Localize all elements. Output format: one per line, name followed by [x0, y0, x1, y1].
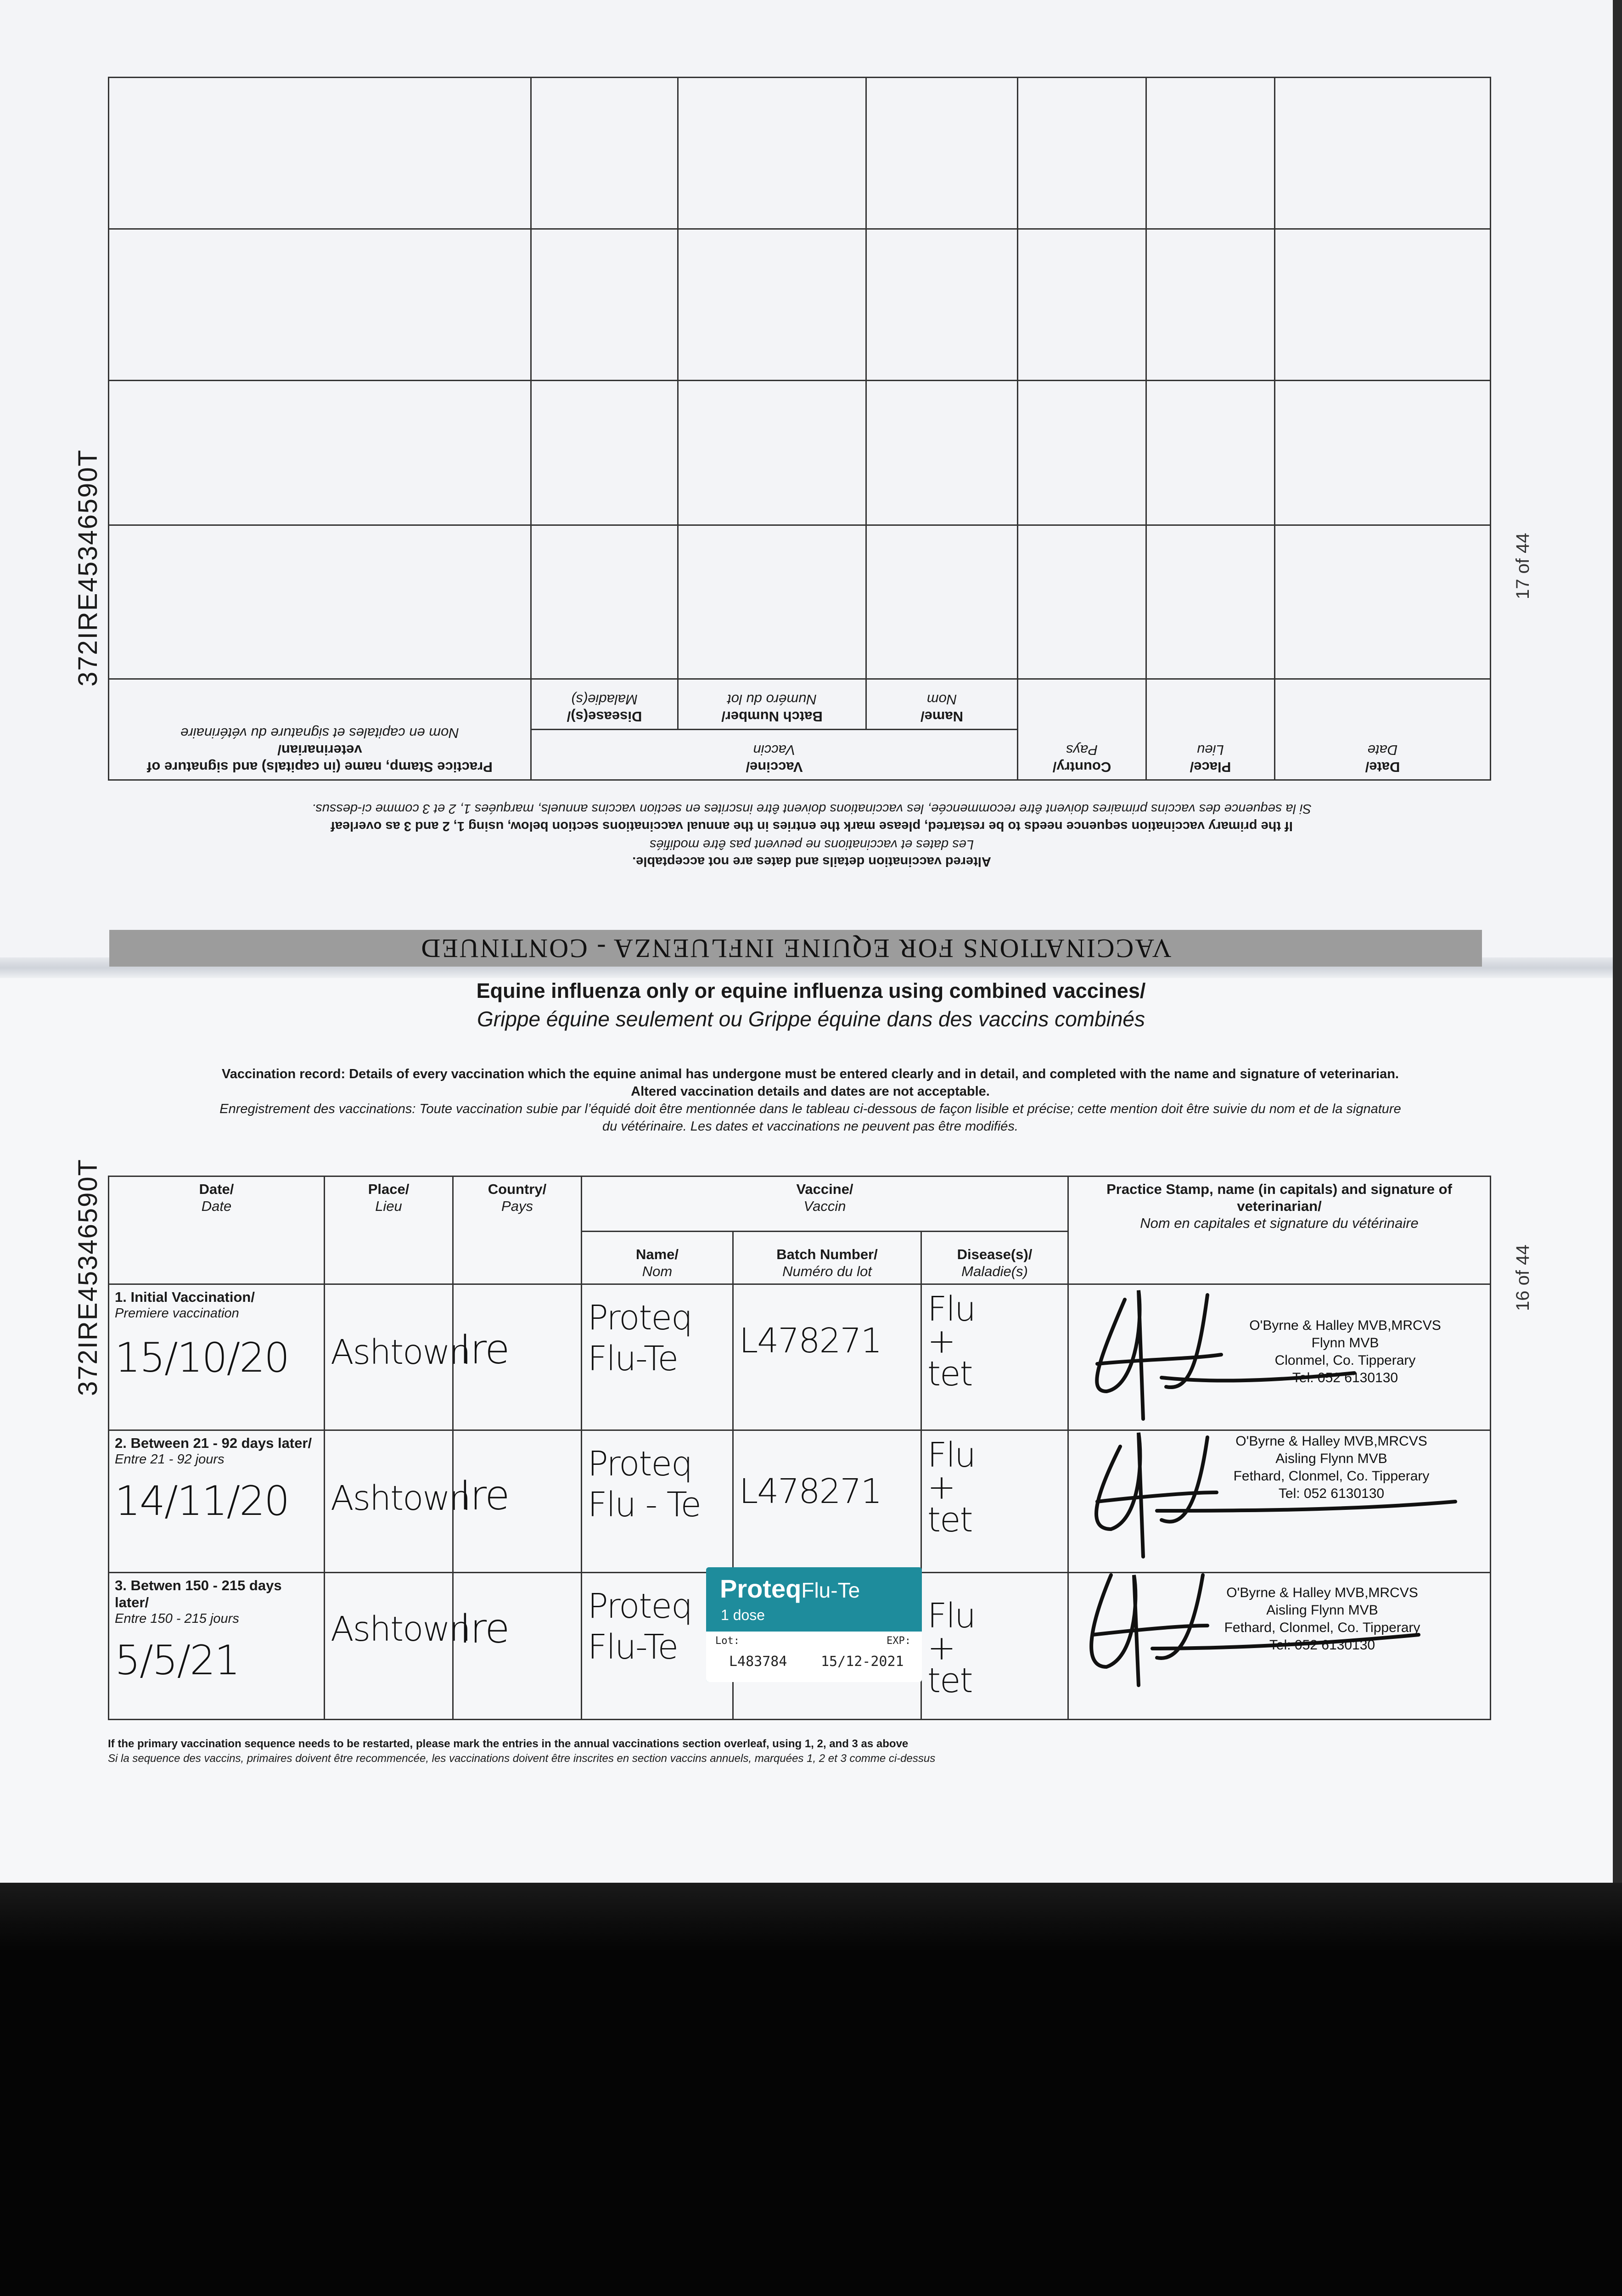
page-number-17: 17 of 44 — [1513, 533, 1533, 599]
upper-header-disease: Disease(s)/ Maladie(s) — [531, 679, 678, 730]
header-vaccine: Vaccine/ Vaccin — [582, 1176, 1068, 1232]
signature-3 — [1091, 1575, 1419, 1685]
batch-cell: L478271 — [733, 1284, 921, 1430]
upper-header-stamp: Practice Stamp, name (in capitals) and signature of veterinarian/ Nom en capitales et signature du vétérinaire — [108, 679, 531, 780]
vaccine-name-cell: Proteq Flu-Te — [582, 1573, 733, 1720]
upper-restart-bold: If the primary vaccination sequence needs to be restarted, please mark the entries in the annual vaccinations section below, using 1, 2 and 3 as overleaf — [331, 819, 1293, 833]
country-cell: Ire — [453, 1284, 582, 1430]
upper-header-vaccine: Vaccine/ Vaccin — [531, 730, 1017, 780]
header-country: Country/ Pays — [453, 1176, 582, 1284]
upper-header-batch: Batch Number/ Numéro du lot — [678, 679, 866, 730]
row-3-date-cell — [109, 1573, 325, 1720]
record-note-italic: Enregistrement des vaccinations: Toute vaccination subie par l’équidé doit être mentionnée dans le tableau ci-dessous de façon lisible et précise; cette mention doit être suivie du nom et de la signature — [219, 1102, 1401, 1116]
sticker-brand: Proteq — [720, 1574, 802, 1603]
page-number-16: 16 of 44 — [1513, 1244, 1533, 1311]
header-practice-stamp: Practice Stamp, name (in capitals) and signature of veterinarian/ Nom en capitales et signature du vétérinaire — [1068, 1176, 1491, 1284]
country-cell: Ire — [453, 1573, 582, 1720]
footer-note-bold: If the primary vaccination sequence needs to be restarted, please mark the entries in the annual vaccinations section overleaf, using 1, 2, and 3 as above — [108, 1738, 909, 1750]
upper-header-place: Place/ Lieu — [1146, 679, 1275, 780]
upper-note-bold: Altered vaccination details and dates are not acceptable. — [632, 854, 991, 869]
table-row — [108, 381, 1490, 525]
practice-stamp-3: O'Byrne & Halley MVB,MRCVS Aisling Flynn MVB Fethard, Clonmel, Co. Tipperary Tel: 052 6130130 — [1224, 1585, 1420, 1653]
sticker-dose: 1 dose — [721, 1607, 765, 1623]
header-batch: Batch Number/ Numéro du lot — [733, 1232, 921, 1284]
date-value: 5/5/21 — [115, 1637, 240, 1684]
date-value: 14/11/20 — [115, 1477, 289, 1525]
row-label-fr: Entre 21 - 92 jours — [115, 1452, 224, 1467]
row-label-fr: Entre 150 - 215 jours — [115, 1611, 239, 1626]
sticker-lot-label: Lot: — [715, 1635, 740, 1647]
date-value: 15/10/20 — [115, 1334, 289, 1381]
header-name: Name/ Nom — [582, 1232, 733, 1284]
upper-page-content — [0, 0, 1622, 969]
scanner-background — [0, 1883, 1622, 2296]
place-cell: Ashtown — [325, 1284, 453, 1430]
place-cell: Ashtown — [325, 1430, 453, 1573]
record-note-bold-2: Altered vaccination details and dates are not acceptable. — [631, 1084, 990, 1099]
passport-id-lower: 372IRE45346590T — [73, 1159, 103, 1396]
vet-signatures — [1070, 1272, 1529, 1731]
record-note-bold: Vaccination record: Details of every vaccination which the equine animal has undergone must be entered clearly and in detail, and completed with the name and signature of veterinarian. — [222, 1067, 1399, 1081]
vaccine-name-cell: Proteq Flu - Te — [582, 1430, 733, 1573]
row-2-date-cell — [109, 1430, 325, 1573]
upper-vaccination-table — [108, 77, 1491, 781]
row-label-fr: Premiere vaccination — [115, 1306, 239, 1321]
signature-2 — [1096, 1433, 1455, 1557]
signature-1 — [1097, 1290, 1354, 1419]
sticker-lot-value: L483784 — [729, 1654, 787, 1670]
sticker-product: Flu-Te — [801, 1578, 860, 1602]
disease-cell: Flu + tet — [921, 1430, 1068, 1573]
sticker-exp-label: EXP: — [887, 1635, 911, 1647]
practice-stamp-1: O'Byrne & Halley MVB,MRCVS Flynn MVB Clonmel, Co. Tipperary Tel. 052 6130130 — [1249, 1318, 1441, 1385]
upper-header-country: Country/ Pays — [1018, 679, 1146, 780]
upper-header-name: Name/ Nom — [866, 679, 1018, 730]
upper-note-italic: Les dates et vaccinations ne peuvent pas être modifiés — [649, 837, 974, 852]
row-label: 1. Initial Vaccination/ — [115, 1289, 255, 1305]
disease-cell: Flu + tet — [921, 1284, 1068, 1430]
table-row — [108, 229, 1490, 381]
practice-stamp-2: O'Byrne & Halley MVB,MRCVS Aisling Flynn MVB Fethard, Clonmel, Co. Tipperary Tel: 052 6130130 — [1233, 1434, 1430, 1501]
batch-cell: L478271 — [733, 1430, 921, 1573]
passport-id-upper: 372IRE45346590T — [73, 449, 103, 687]
row-label: 3. Betwen 150 - 215 days later/ — [115, 1577, 282, 1611]
header-place: Place/ Lieu — [325, 1176, 453, 1284]
lower-title-en: Equine influenza only or equine influenza using combined vaccines/ — [476, 979, 1146, 1002]
place-cell: Ashtown — [325, 1573, 453, 1720]
footer-note-italic: Si la sequence des vaccins, primaires doivent être recommencée, les vaccinations doivent être inscrites en section vaccins annuels, marquées 1, 2 et 3 comme ci-dessus — [108, 1752, 936, 1765]
row-label: 2. Between 21 - 92 days later/ — [115, 1435, 312, 1451]
section-title-bar: VACCINATIONS FOR EQUINE INFLUENZA - CONTINUED — [109, 930, 1482, 967]
table-row — [108, 525, 1490, 679]
sticker-exp-value: 15/12-2021 — [821, 1654, 904, 1670]
header-date: Date/ Date — [109, 1176, 325, 1284]
upper-restart-italic: Si la sequence des vaccins primaires doivent être recommencée, les vaccinations doivent être inscrites en section vaccins annuels, marquées 1, 2 et 3 comme ci-dessus. — [312, 801, 1312, 816]
vaccine-name-cell: Proteq Flu-Te — [582, 1284, 733, 1430]
disease-cell: Flu + tet — [921, 1573, 1068, 1720]
header-disease: Disease(s)/ Maladie(s) — [921, 1232, 1068, 1284]
lower-title-fr: Grippe équine seulement ou Grippe équine dans des vaccins combinés — [477, 1007, 1145, 1031]
table-row — [108, 78, 1490, 229]
record-note-italic-2: du vétérinaire. Les dates et vaccinations ne peuvent pas être modifiés. — [602, 1119, 1018, 1134]
country-cell: Ire — [453, 1430, 582, 1573]
upper-header-date: Date/ Date — [1275, 679, 1491, 780]
vaccine-batch-sticker — [706, 1567, 922, 1682]
row-1-date-cell — [109, 1284, 325, 1430]
